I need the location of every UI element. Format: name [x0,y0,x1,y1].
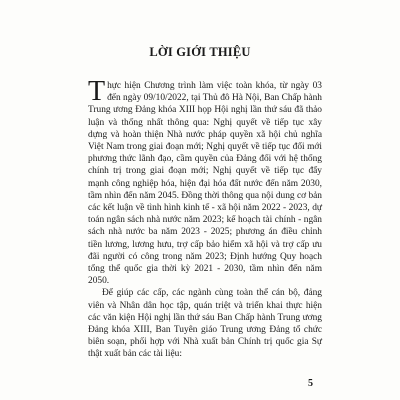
paragraph-2 [88,287,322,360]
paragraph-1 [88,76,322,287]
paragraph-2-text: Để giúp các cấp, các ngành cùng toàn thể cán bộ, đảng viên và Nhân dân học tập, quán triệt và triển khai thực hiện các văn kiện Hội nghị lần thứ sáu Ban Chấp hành Trung ương Đảng khóa XIII, Ban Tuyên giáo Trung ương Đảng tổ chức biên soạn, phối hợp với Nhà xuất bản Chính trị quốc gia Sự thật xuất bản các tài liệu: [88,288,322,360]
page-number: 5 [308,378,313,389]
paragraph-1-text: hực hiện Chương trình làm việc toàn khóa, từ ngày 03 đến ngày 09/10/2022, tại Thủ đô Hà Nội, Ban Chấp hành Trung ương Đảng khóa XIII họp Hội nghị lần thứ sáu đã thảo luận và thống nhất thông qua: Nghị quyết về tiếp tục xây dựng và hoàn thiện Nhà nước pháp quyền xã hội chủ nghĩa Việt Nam trong giai đoạn mới; Nghị quyết về tiếp tục đổi mới phương thức lãnh đạo, cầm quyền của Đảng đối với hệ thống chính trị trong giai đoạn mới; Nghị quyết về tiếp tục đẩy mạnh công nghiệp hóa, hiện đại hóa đất nước đến năm 2030, tầm nhìn đến năm 2045. Đồng thời thông qua nội dung cơ bản các kết luận về tình hình kinh tế - xã hội năm 2022 - 2023, dự toán ngân sách nhà nước năm 2023; kế hoạch tài chính - ngân sách nhà nước ba năm 2023 - 2025; phương án điều chỉnh tiền lương, lương hưu, trợ cấp bảo hiểm xã hội và trợ cấp ưu đãi người có công trong năm 2023; Định hướng Quy hoạch tổng thể quốc gia thời kỳ 2021 - 2030, tầm nhìn đến năm 2050. [88,81,322,287]
page-title: LỜI GIỚI THIỆU [149,45,251,59]
body-text [88,76,322,361]
drop-cap: T [88,76,106,107]
